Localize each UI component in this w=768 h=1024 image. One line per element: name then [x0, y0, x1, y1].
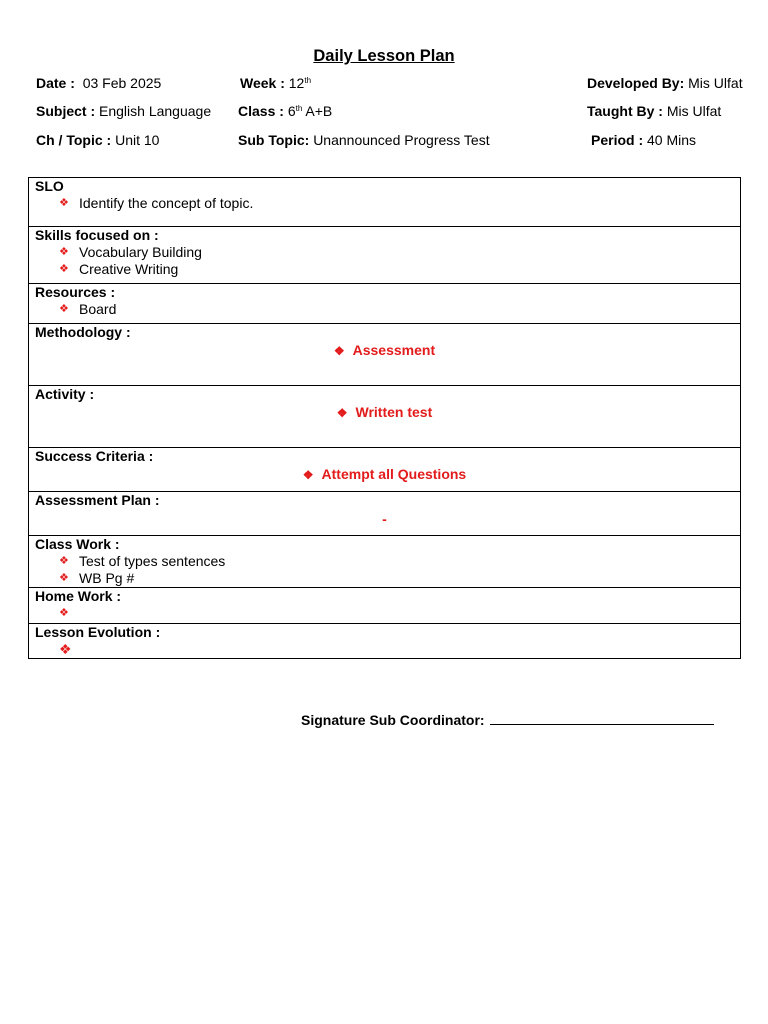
list-item: ❖ Creative Writing [59, 261, 179, 277]
week-field: Week : 12th [240, 75, 312, 91]
diamond-bullet-icon: ❖ [59, 607, 69, 619]
resources-label: Resources : [35, 284, 116, 300]
topic-value: Unit 10 [115, 132, 160, 148]
class-value: 6 [287, 103, 296, 119]
classwork-row [29, 536, 741, 588]
topic-field: Ch / Topic : Unit 10 [36, 132, 160, 148]
developed-by-value: Mis Ulfat [688, 75, 743, 91]
subject-value: English Language [99, 103, 212, 119]
list-item: ❖ Board [59, 301, 117, 317]
methodology-row [29, 324, 741, 386]
activity-label: Activity : [35, 386, 95, 402]
diamond-bullet-icon: ❖ [302, 468, 314, 482]
methodology-value: ❖ Assessment [333, 342, 436, 358]
period-value: 40 Mins [647, 132, 697, 148]
diamond-bullet-icon: ❖ [59, 303, 69, 315]
taught-by-value: Mis Ulfat [666, 103, 722, 119]
page-title: Daily Lesson Plan [313, 47, 455, 65]
assessment-plan-value: - [382, 511, 387, 527]
diamond-bullet-icon: ❖ [59, 263, 69, 275]
list-item: ❖ Test of types sentences [59, 553, 226, 569]
subtopic-value: Unannounced Progress Test [313, 132, 490, 148]
date-value: 03 Feb 2025 [82, 75, 162, 91]
methodology-label: Methodology : [35, 324, 131, 340]
lesson-evolution-label: Lesson Evolution : [35, 624, 161, 640]
diamond-bullet-icon: ❖ [59, 555, 69, 567]
skills-label: Skills focused on : [35, 227, 159, 243]
slo-row [29, 178, 741, 227]
list-item [59, 641, 734, 658]
diamond-bullet-icon: ❖ [59, 197, 69, 209]
assessment-plan-row [29, 492, 741, 536]
homework-label: Home Work : [35, 588, 122, 604]
lesson-plan-table [28, 177, 741, 659]
list-item: ❖ Vocabulary Building [59, 244, 202, 260]
diamond-bullet-icon: ❖ [59, 572, 69, 584]
resources-row [29, 284, 741, 324]
developed-by-field: Developed By: Mis Ulfat [587, 75, 743, 91]
activity-value: ❖ Written test [336, 404, 433, 420]
subject-field: Subject : English Language [36, 103, 212, 119]
slo-label: SLO [35, 178, 64, 194]
subtopic-field: Sub Topic: Unannounced Progress Test [238, 132, 490, 148]
class-field: Class : 6th A+B [238, 103, 333, 119]
diamond-bullet-icon: ❖ [336, 406, 348, 420]
success-criteria-value: ❖ Attempt all Questions [302, 466, 467, 482]
signature-blank [490, 711, 714, 725]
lesson-evolution-row [29, 624, 741, 659]
success-criteria-label: Success Criteria : [35, 448, 154, 464]
assessment-plan-label: Assessment Plan : [35, 492, 160, 508]
list-item [59, 605, 734, 622]
diamond-bullet-icon: ❖ [59, 641, 72, 657]
list-item: ❖ WB Pg # [59, 570, 135, 586]
date-field: Date : 03 Feb 2025 [36, 75, 162, 91]
signature-label: Signature Sub Coordinator: [301, 712, 485, 728]
diamond-bullet-icon: ❖ [333, 344, 345, 358]
signature-line [301, 711, 714, 728]
skills-row [29, 227, 741, 284]
taught-by-field: Taught By : Mis Ulfat [587, 103, 722, 119]
classwork-label: Class Work : [35, 536, 120, 552]
diamond-bullet-icon: ❖ [59, 246, 69, 258]
success-criteria-row [29, 448, 741, 492]
period-field: Period : 40 Mins [591, 132, 697, 148]
homework-row [29, 588, 741, 624]
activity-row [29, 386, 741, 448]
week-value: 12 [288, 75, 305, 91]
list-item: ❖ Identify the concept of topic. [59, 195, 254, 211]
